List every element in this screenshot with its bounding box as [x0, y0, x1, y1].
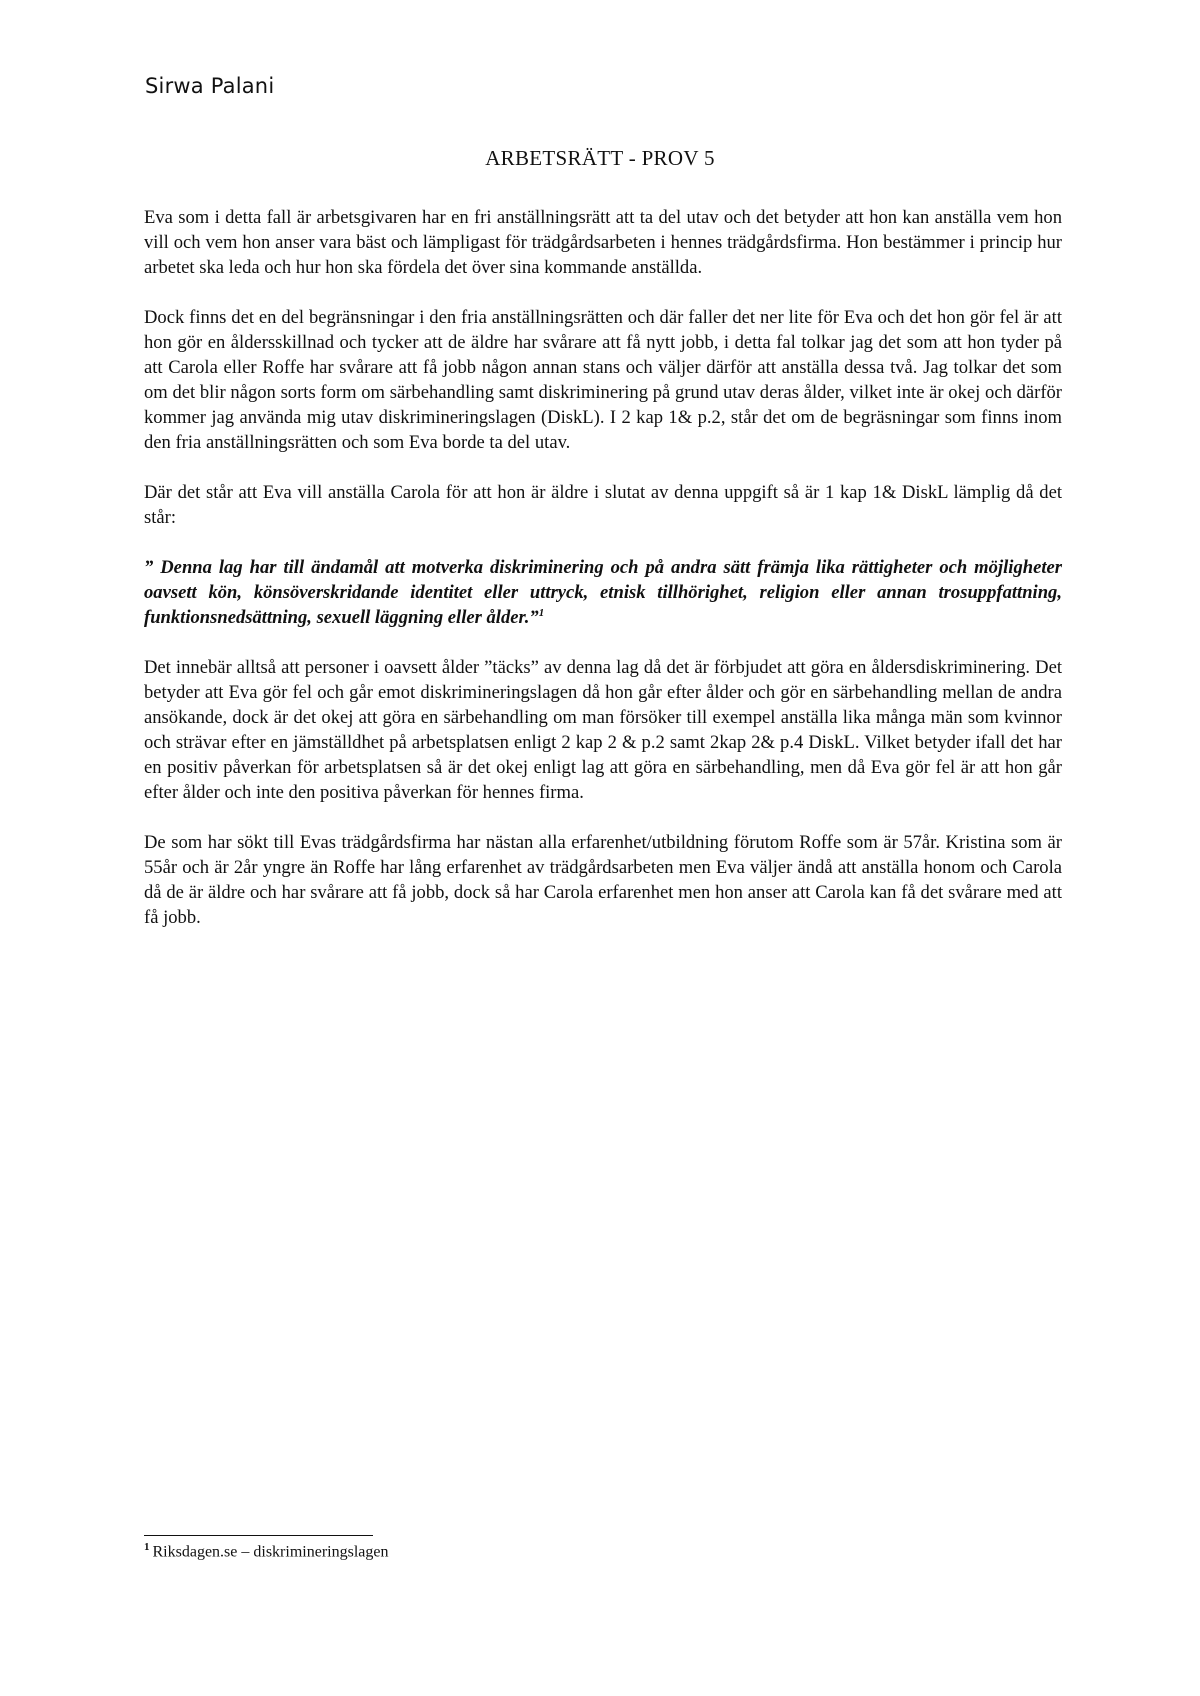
footnote-separator [144, 1535, 373, 1536]
paragraph-5: De som har sökt till Evas trädgårdsfirma har nästan alla erfarenhet/utbildning förutom Roffe som är 57år. Kristina som är 55år och är 2år yngre än Roffe har lång erfarenhet av trädgårdsarbeten men Eva väljer ändå att anställa honom och Carola då de är äldre och har svårare att få jobb, dock så har Carola erfarenhet men hon anser att Carola kan få det svårare med att få jobb. [144, 832, 1062, 928]
document-title: ARBETSRÄTT - PROV 5 [485, 146, 715, 170]
law-quote [144, 555, 1062, 630]
footnote-marker: 1 [144, 1541, 150, 1553]
footnote [144, 1541, 388, 1561]
paragraph-4: Det innebär alltså att personer i oavsett ålder ”täcks” av denna lag då det är förbjudet att göra en åldersdiskriminering. Det betyder att Eva gör fel och går emot diskrimineringslagen då hon går efter ålder och gör en särbehandling mellan de andra ansökande, dock är det okej att göra en särbehandling om man försöker till exempel anställa lika många män som kvinnor och strävar efter en jämställdhet på arbetsplatsen enligt 2 kap 2 & p.2 samt 2kap 2& p.4 DiskL. Vilket betyder ifall det har en positiv påverkan för arbetsplatsen så är det okej enligt lag att göra en särbehandling, men då Eva gör fel är att hon går efter ålder och inte den positiva påverkan för hennes firma. [144, 657, 1062, 803]
law-quote-text: ” Denna lag har till ändamål att motverka diskriminering och på andra sätt främja lika rättigheter och möjligheter oavsett kön, könsöverskridande identitet eller uttryck, etnisk tillhörighet, religion eller annan trosuppfattning, funktionsnedsättning, sexuell läggning eller ålder.” [144, 557, 1062, 628]
paragraph-1: Eva som i detta fall är arbetsgivaren har en fri anställningsrätt att ta del utav och det betyder att hon kan anställa vem hon vill och vem hon anser vara bäst och lämpligast för trädgårdsarbeten i hennes trädgårdsfirma. Hon bestämmer i princip hur arbetet ska leda och hur hon ska fördela det över sina kommande anställda. [144, 207, 1062, 278]
paragraph-3: Där det står att Eva vill anställa Carola för att hon är äldre i slutat av denna uppgift så är 1 kap 1& DiskL lämplig då det står: [144, 482, 1062, 528]
document-body [144, 205, 1062, 955]
footnote-reference[interactable]: 1 [538, 606, 545, 619]
paragraph-2: Dock finns det en del begränsningar i den fria anställningsrätten och där faller det ner lite för Eva och det hon gör fel är att hon gör en åldersskillnad och tycker att de äldre har svårare att få nytt jobb, i detta fal tolkar jag det som att hon tyder på att Carola eller Roffe har svårare att få jobb någon annan stans och väljer därför att anställa dessa två. Jag tolkar det som om det blir någon sorts form om särbehandling samt diskriminering på grund utav deras ålder, vilket inte är okej och därför kommer jag använda mig utav diskrimineringslagen (DiskL). I 2 kap 1& p.2, står det om de begräsningar som finns inom den fria anställningsrätten och som Eva borde ta del utav. [144, 307, 1062, 453]
footnote-text: Riksdagen.se – diskrimineringslagen [152, 1543, 389, 1561]
author-header: Sirwa Palani [145, 74, 275, 98]
